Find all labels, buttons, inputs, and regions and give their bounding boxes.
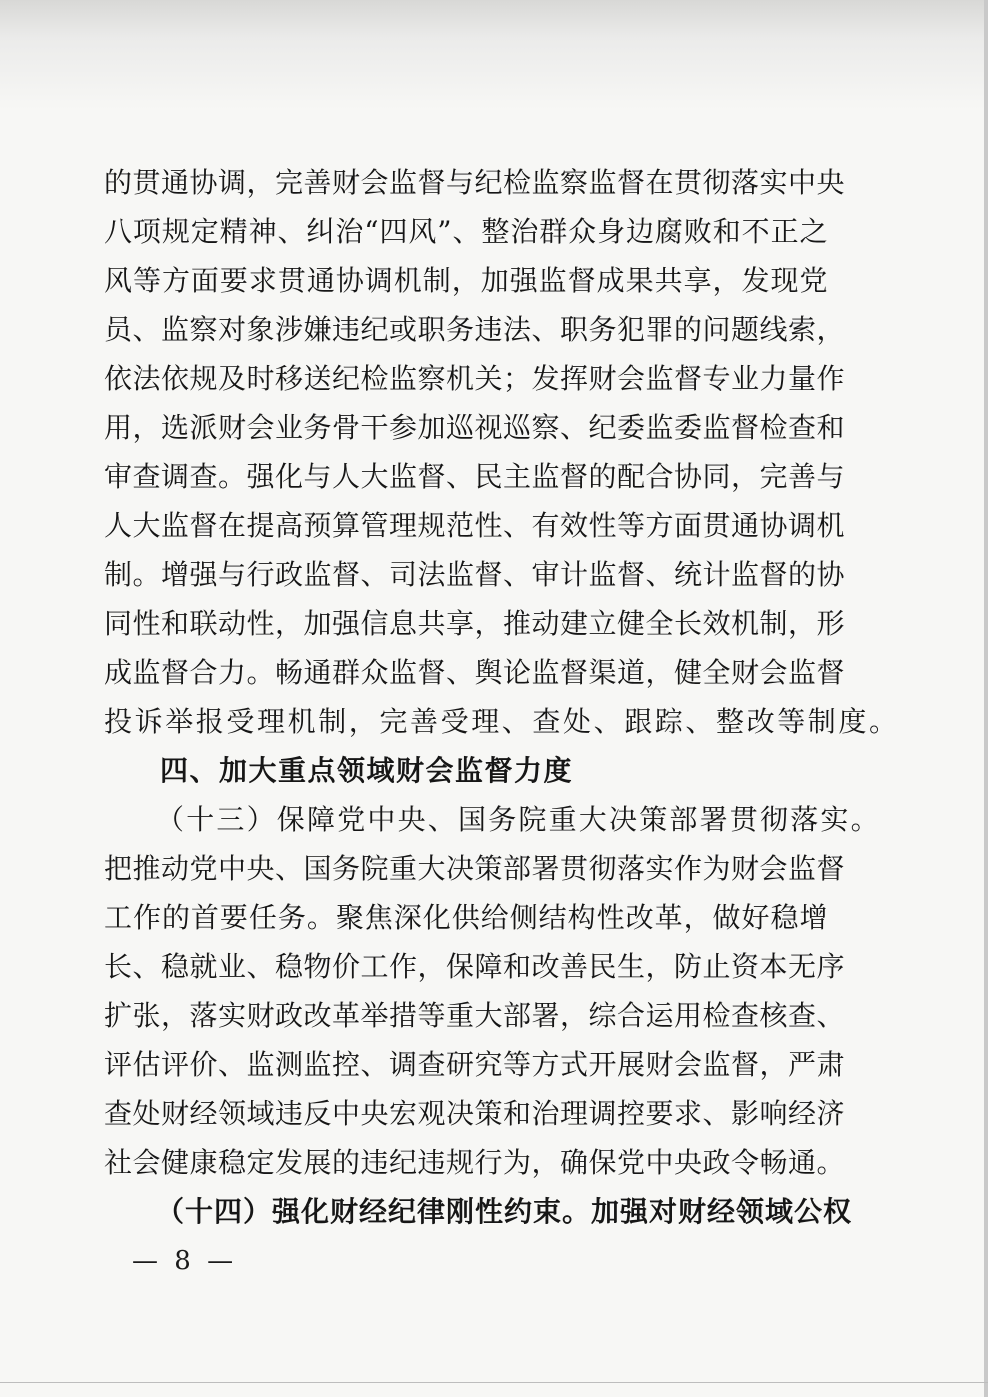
scan-bottom-edge bbox=[0, 1382, 988, 1383]
text-line: 的贯通协调，完善财会监督与纪检监察监督在贯彻落实中央 bbox=[104, 166, 846, 199]
text-line: 社会健康稳定发展的违纪违规行为，确保党中央政令畅通。 bbox=[104, 1146, 846, 1179]
section-heading: 四、加大重点领域财会监督力度 bbox=[160, 754, 574, 787]
text-line: 成监督合力。畅通群众监督、舆论监督渠道，健全财会监督 bbox=[104, 656, 846, 689]
section-13-title: （十三）保障党中央、国务院重大决策部署贯彻落实。 bbox=[156, 803, 881, 836]
text-line: 用，选派财会业务骨干参加巡视巡察、纪委监委监督检查和 bbox=[104, 411, 846, 444]
page-number: — 8 — bbox=[132, 1246, 238, 1276]
text-line: 投诉举报受理机制，完善受理、查处、跟踪、整改等制度。 bbox=[104, 705, 900, 738]
section-14-title: （十四）强化财经纪律刚性约束。加强对财经领域公权 bbox=[156, 1195, 853, 1228]
text-line: 同性和联动性，加强信息共享，推动建立健全长效机制，形 bbox=[104, 607, 846, 640]
text-line: 长、稳就业、稳物价工作，保障和改善民生，防止资本无序 bbox=[104, 950, 846, 983]
body-text bbox=[104, 158, 900, 1236]
text-line: 制。增强与行政监督、司法监督、审计监督、统计监督的协 bbox=[104, 558, 846, 591]
text-line: 扩张，落实财政改革举措等重大部署，综合运用检查核查、 bbox=[104, 999, 846, 1032]
text-line: 把推动党中央、国务院重大决策部署贯彻落实作为财会监督 bbox=[104, 852, 846, 885]
text-line: 八项规定精神、纠治“四风”、整治群众身边腐败和不正之 bbox=[104, 215, 828, 248]
text-line: 审查调查。强化与人大监督、民主监督的配合协同，完善与 bbox=[104, 460, 846, 493]
text-line: 查处财经领域违反中央宏观决策和治理调控要求、影响经济 bbox=[104, 1097, 846, 1130]
text-line: 风等方面要求贯通协调机制，加强监督成果共享，发现党 bbox=[104, 264, 828, 297]
text-line: 人大监督在提高预算管理规范性、有效性等方面贯通协调机 bbox=[104, 509, 846, 542]
text-line: 工作的首要任务。聚焦深化供给侧结构性改革，做好稳增 bbox=[104, 901, 828, 934]
text-line: 依法依规及时移送纪检监察机关；发挥财会监督专业力量作 bbox=[104, 362, 846, 395]
text-line: 评估评价、监测监控、调查研究等方式开展财会监督，严肃 bbox=[104, 1048, 846, 1081]
text-line: 员、监察对象涉嫌违纪或职务违法、职务犯罪的问题线索， bbox=[104, 313, 846, 346]
scan-top-shadow bbox=[0, 0, 988, 110]
scan-right-edge bbox=[984, 0, 988, 1397]
